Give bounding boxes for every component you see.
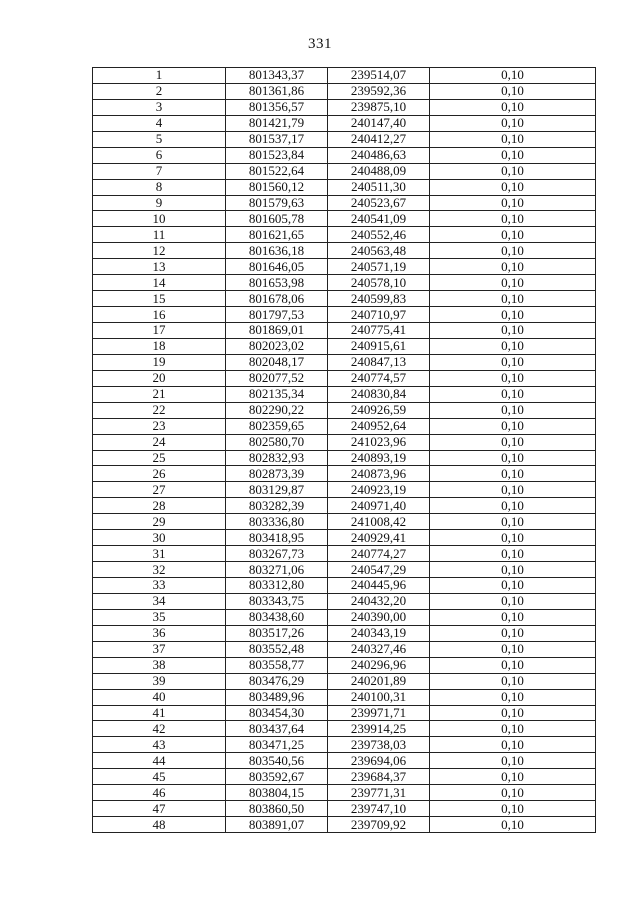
y-coordinate-cell: 240847,13 [328,354,430,370]
accuracy-cell: 0,10 [430,737,596,753]
table-row [93,275,596,291]
y-coordinate-cell: 240511,30 [328,179,430,195]
y-coordinate-cell: 240488,09 [328,163,430,179]
table-row [93,434,596,450]
x-coordinate-cell: 802048,17 [226,354,328,370]
x-coordinate-cell: 801621,65 [226,227,328,243]
y-coordinate-cell: 240926,59 [328,402,430,418]
x-coordinate-cell: 801522,64 [226,163,328,179]
point-number-cell: 45 [93,769,226,785]
point-number-cell: 14 [93,275,226,291]
table-row [93,338,596,354]
accuracy-cell: 0,10 [430,418,596,434]
y-coordinate-cell: 240929,41 [328,530,430,546]
table-row [93,418,596,434]
x-coordinate-cell: 803517,26 [226,625,328,641]
y-coordinate-cell: 240547,29 [328,562,430,578]
y-coordinate-cell: 240774,57 [328,370,430,386]
x-coordinate-cell: 802580,70 [226,434,328,450]
x-coordinate-cell: 801646,05 [226,259,328,275]
accuracy-cell: 0,10 [430,721,596,737]
x-coordinate-cell: 803476,29 [226,673,328,689]
table-row [93,115,596,131]
point-number-cell: 7 [93,163,226,179]
accuracy-cell: 0,10 [430,259,596,275]
accuracy-cell: 0,10 [430,163,596,179]
x-coordinate-cell: 803438,60 [226,609,328,625]
table-row [93,386,596,402]
point-number-cell: 43 [93,737,226,753]
point-number-cell: 3 [93,99,226,115]
y-coordinate-cell: 240486,63 [328,147,430,163]
x-coordinate-cell: 803804,15 [226,785,328,801]
y-coordinate-cell: 240327,46 [328,641,430,657]
y-coordinate-cell: 240445,96 [328,578,430,594]
point-number-cell: 10 [93,211,226,227]
point-number-cell: 48 [93,817,226,833]
table-row [93,785,596,801]
accuracy-cell: 0,10 [430,147,596,163]
accuracy-cell: 0,10 [430,450,596,466]
table-row [93,83,596,99]
x-coordinate-cell: 801579,63 [226,195,328,211]
point-number-cell: 47 [93,801,226,817]
point-number-cell: 25 [93,450,226,466]
x-coordinate-cell: 803343,75 [226,593,328,609]
point-number-cell: 37 [93,641,226,657]
x-coordinate-cell: 801797,53 [226,307,328,323]
point-number-cell: 39 [93,673,226,689]
y-coordinate-cell: 239771,31 [328,785,430,801]
y-coordinate-cell: 241008,42 [328,514,430,530]
point-number-cell: 11 [93,227,226,243]
x-coordinate-cell: 803891,07 [226,817,328,833]
point-number-cell: 21 [93,386,226,402]
accuracy-cell: 0,10 [430,99,596,115]
point-number-cell: 12 [93,243,226,259]
y-coordinate-cell: 239694,06 [328,753,430,769]
table-row [93,593,596,609]
table-row [93,801,596,817]
accuracy-cell: 0,10 [430,705,596,721]
x-coordinate-cell: 801523,84 [226,147,328,163]
x-coordinate-cell: 801356,57 [226,99,328,115]
page-number: 331 [308,36,332,52]
table-row [93,307,596,323]
table-row [93,323,596,339]
x-coordinate-cell: 803312,80 [226,578,328,594]
accuracy-cell: 0,10 [430,275,596,291]
y-coordinate-cell: 240893,19 [328,450,430,466]
table-row [93,721,596,737]
y-coordinate-cell: 239738,03 [328,737,430,753]
x-coordinate-cell: 803860,50 [226,801,328,817]
x-coordinate-cell: 802359,65 [226,418,328,434]
x-coordinate-cell: 802873,39 [226,466,328,482]
table-row [93,179,596,195]
accuracy-cell: 0,10 [430,514,596,530]
accuracy-cell: 0,10 [430,323,596,339]
y-coordinate-cell: 240923,19 [328,482,430,498]
accuracy-cell: 0,10 [430,131,596,147]
x-coordinate-cell: 801636,18 [226,243,328,259]
y-coordinate-cell: 240873,96 [328,466,430,482]
x-coordinate-cell: 803271,06 [226,562,328,578]
accuracy-cell: 0,10 [430,386,596,402]
accuracy-cell: 0,10 [430,641,596,657]
y-coordinate-cell: 240571,19 [328,259,430,275]
y-coordinate-cell: 240541,09 [328,211,430,227]
point-number-cell: 34 [93,593,226,609]
table-row [93,195,596,211]
x-coordinate-cell: 801678,06 [226,291,328,307]
x-coordinate-cell: 802023,02 [226,338,328,354]
table-row [93,689,596,705]
accuracy-cell: 0,10 [430,625,596,641]
x-coordinate-cell: 801421,79 [226,115,328,131]
x-coordinate-cell: 801560,12 [226,179,328,195]
point-number-cell: 13 [93,259,226,275]
point-number-cell: 41 [93,705,226,721]
table-row [93,259,596,275]
x-coordinate-cell: 803540,56 [226,753,328,769]
table-row [93,737,596,753]
point-number-cell: 30 [93,530,226,546]
accuracy-cell: 0,10 [430,83,596,99]
y-coordinate-cell: 239971,71 [328,705,430,721]
table-row [93,466,596,482]
table-row [93,657,596,673]
table-row [93,243,596,259]
x-coordinate-cell: 802832,93 [226,450,328,466]
x-coordinate-cell: 801653,98 [226,275,328,291]
x-coordinate-cell: 801605,78 [226,211,328,227]
point-number-cell: 26 [93,466,226,482]
accuracy-cell: 0,10 [430,546,596,562]
table-row [93,546,596,562]
table-row [93,450,596,466]
y-coordinate-cell: 240599,83 [328,291,430,307]
point-number-cell: 38 [93,657,226,673]
accuracy-cell: 0,10 [430,562,596,578]
point-number-cell: 46 [93,785,226,801]
table-row [93,498,596,514]
point-number-cell: 28 [93,498,226,514]
table-row [93,99,596,115]
x-coordinate-cell: 802290,22 [226,402,328,418]
y-coordinate-cell: 239592,36 [328,83,430,99]
x-coordinate-cell: 803418,95 [226,530,328,546]
point-number-cell: 18 [93,338,226,354]
y-coordinate-cell: 240775,41 [328,323,430,339]
y-coordinate-cell: 240390,00 [328,609,430,625]
table-row [93,163,596,179]
table-row [93,673,596,689]
y-coordinate-cell: 240100,31 [328,689,430,705]
accuracy-cell: 0,10 [430,370,596,386]
point-number-cell: 42 [93,721,226,737]
y-coordinate-cell: 239684,37 [328,769,430,785]
point-number-cell: 32 [93,562,226,578]
accuracy-cell: 0,10 [430,211,596,227]
table-row [93,753,596,769]
table-row [93,769,596,785]
table-row [93,705,596,721]
y-coordinate-cell: 239747,10 [328,801,430,817]
x-coordinate-cell: 803592,67 [226,769,328,785]
accuracy-cell: 0,10 [430,689,596,705]
table-row [93,578,596,594]
x-coordinate-cell: 803267,73 [226,546,328,562]
accuracy-cell: 0,10 [430,593,596,609]
accuracy-cell: 0,10 [430,657,596,673]
accuracy-cell: 0,10 [430,434,596,450]
y-coordinate-cell: 239875,10 [328,99,430,115]
x-coordinate-cell: 801537,17 [226,131,328,147]
y-coordinate-cell: 240201,89 [328,673,430,689]
table-row [93,68,596,84]
accuracy-cell: 0,10 [430,227,596,243]
table-row [93,354,596,370]
point-number-cell: 20 [93,370,226,386]
point-number-cell: 29 [93,514,226,530]
accuracy-cell: 0,10 [430,673,596,689]
x-coordinate-cell: 803489,96 [226,689,328,705]
accuracy-cell: 0,10 [430,578,596,594]
accuracy-cell: 0,10 [430,402,596,418]
y-coordinate-cell: 240710,97 [328,307,430,323]
accuracy-cell: 0,10 [430,243,596,259]
point-number-cell: 40 [93,689,226,705]
coordinates-table [92,67,596,833]
table-row [93,530,596,546]
accuracy-cell: 0,10 [430,179,596,195]
accuracy-cell: 0,10 [430,530,596,546]
point-number-cell: 31 [93,546,226,562]
accuracy-cell: 0,10 [430,354,596,370]
point-number-cell: 27 [93,482,226,498]
accuracy-cell: 0,10 [430,115,596,131]
point-number-cell: 4 [93,115,226,131]
table-row [93,482,596,498]
table-row [93,147,596,163]
table-row [93,641,596,657]
accuracy-cell: 0,10 [430,753,596,769]
accuracy-cell: 0,10 [430,482,596,498]
point-number-cell: 35 [93,609,226,625]
y-coordinate-cell: 239914,25 [328,721,430,737]
x-coordinate-cell: 803471,25 [226,737,328,753]
point-number-cell: 5 [93,131,226,147]
point-number-cell: 2 [93,83,226,99]
x-coordinate-cell: 803454,30 [226,705,328,721]
table-row [93,562,596,578]
table-row [93,227,596,243]
y-coordinate-cell: 240432,20 [328,593,430,609]
y-coordinate-cell: 240147,40 [328,115,430,131]
table-row [93,609,596,625]
x-coordinate-cell: 802077,52 [226,370,328,386]
point-number-cell: 33 [93,578,226,594]
table-row [93,131,596,147]
y-coordinate-cell: 240296,96 [328,657,430,673]
accuracy-cell: 0,10 [430,338,596,354]
point-number-cell: 36 [93,625,226,641]
y-coordinate-cell: 240412,27 [328,131,430,147]
accuracy-cell: 0,10 [430,801,596,817]
y-coordinate-cell: 240563,48 [328,243,430,259]
y-coordinate-cell: 240343,19 [328,625,430,641]
x-coordinate-cell: 803558,77 [226,657,328,673]
y-coordinate-cell: 239514,07 [328,68,430,84]
x-coordinate-cell: 803336,80 [226,514,328,530]
table-row [93,625,596,641]
y-coordinate-cell: 241023,96 [328,434,430,450]
x-coordinate-cell: 803552,48 [226,641,328,657]
coordinates-table-body [93,68,596,833]
y-coordinate-cell: 240971,40 [328,498,430,514]
y-coordinate-cell: 240523,67 [328,195,430,211]
point-number-cell: 16 [93,307,226,323]
accuracy-cell: 0,10 [430,466,596,482]
point-number-cell: 44 [93,753,226,769]
point-number-cell: 1 [93,68,226,84]
accuracy-cell: 0,10 [430,68,596,84]
y-coordinate-cell: 240774,27 [328,546,430,562]
accuracy-cell: 0,10 [430,785,596,801]
point-number-cell: 19 [93,354,226,370]
y-coordinate-cell: 240915,61 [328,338,430,354]
point-number-cell: 8 [93,179,226,195]
x-coordinate-cell: 802135,34 [226,386,328,402]
point-number-cell: 9 [93,195,226,211]
point-number-cell: 17 [93,323,226,339]
accuracy-cell: 0,10 [430,817,596,833]
x-coordinate-cell: 803437,64 [226,721,328,737]
point-number-cell: 23 [93,418,226,434]
y-coordinate-cell: 240578,10 [328,275,430,291]
accuracy-cell: 0,10 [430,609,596,625]
y-coordinate-cell: 240552,46 [328,227,430,243]
point-number-cell: 24 [93,434,226,450]
x-coordinate-cell: 801343,37 [226,68,328,84]
table-row [93,817,596,833]
x-coordinate-cell: 801869,01 [226,323,328,339]
x-coordinate-cell: 803282,39 [226,498,328,514]
table-row [93,514,596,530]
x-coordinate-cell: 803129,87 [226,482,328,498]
accuracy-cell: 0,10 [430,195,596,211]
y-coordinate-cell: 240830,84 [328,386,430,402]
table-row [93,402,596,418]
point-number-cell: 6 [93,147,226,163]
table-row [93,291,596,307]
table-row [93,370,596,386]
accuracy-cell: 0,10 [430,769,596,785]
x-coordinate-cell: 801361,86 [226,83,328,99]
table-row [93,211,596,227]
accuracy-cell: 0,10 [430,498,596,514]
y-coordinate-cell: 240952,64 [328,418,430,434]
y-coordinate-cell: 239709,92 [328,817,430,833]
accuracy-cell: 0,10 [430,307,596,323]
accuracy-cell: 0,10 [430,291,596,307]
point-number-cell: 22 [93,402,226,418]
point-number-cell: 15 [93,291,226,307]
